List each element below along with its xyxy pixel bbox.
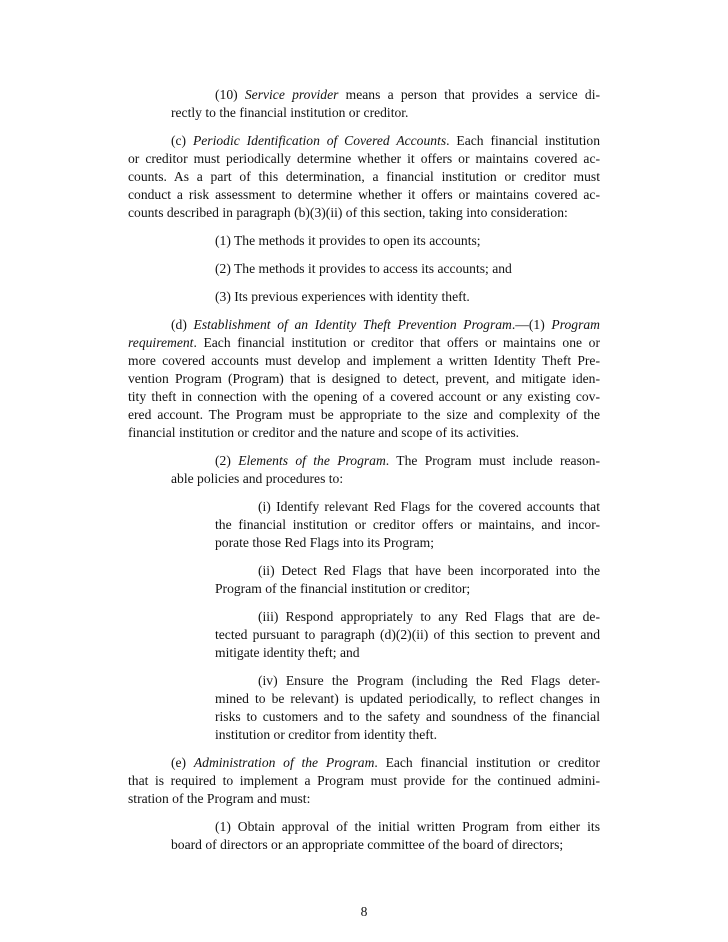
text-line: that is required to implement a Program must provide for the continued admini- (128, 773, 600, 788)
text-line: (2) Elements of the Program. The Program must include reason- (215, 453, 600, 468)
text-line: counts. As a part of this determination, a financial institution or creditor must (128, 169, 600, 184)
text-line: ered account. The Program must be appropriate to the size and complexity of the (128, 407, 600, 422)
text-line: (i) Identify relevant Red Flags for the covered accounts that (258, 499, 600, 514)
text-line: (e) Administration of the Program. Each financial institution or creditor (171, 755, 600, 770)
text-line: or creditor must periodically determine whether it offers or maintains covered ac- (128, 151, 600, 166)
page-number: 8 (360, 904, 368, 919)
text-line: counts described in paragraph (b)(3)(ii) of this section, taking into consideration: (128, 205, 568, 220)
text-line: rectly to the financial institution or creditor. (171, 105, 409, 120)
text-line: mined to be relevant) is updated periodically, to reflect changes in (215, 691, 600, 706)
text-line: requirement. Each financial institution or creditor that offers or maintains one or (128, 335, 600, 350)
text-line: (3) Its previous experiences with identity theft. (215, 289, 470, 304)
text-line: (10) Service provider means a person that provides a service di- (215, 87, 600, 102)
text-line: vention Program (Program) that is designed to detect, prevent, and mitigate iden- (128, 371, 600, 386)
text-line: (ii) Detect Red Flags that have been incorporated into the (258, 563, 600, 578)
text-line: Program of the financial institution or creditor; (215, 581, 471, 596)
text-line: mitigate identity theft; and (215, 645, 360, 660)
text-line: risks to customers and to the safety and soundness of the financial (215, 709, 600, 724)
text-line: more covered accounts must develop and implement a written Identity Theft Pre- (128, 353, 600, 368)
text-line: able policies and procedures to: (171, 471, 344, 486)
text-line: tity theft in connection with the opening of a covered account or any existing cov- (128, 389, 600, 404)
text-line: stration of the Program and must: (128, 791, 311, 806)
text-line: (iii) Respond appropriately to any Red Flags that are de- (258, 609, 600, 624)
text-line: (1) Obtain approval of the initial written Program from either its (215, 819, 600, 834)
text-line: the financial institution or creditor offers or maintains, and incor- (215, 517, 600, 532)
text-line: (d) Establishment of an Identity Theft Prevention Program.—(1) Program (171, 317, 600, 332)
text-line: (c) Periodic Identification of Covered Accounts. Each financial institution (171, 133, 600, 148)
text-line: institution or creditor from identity theft. (215, 727, 437, 742)
text-line: (iv) Ensure the Program (including the Red Flags deter- (258, 673, 600, 688)
text-line: (2) The methods it provides to access its accounts; and (215, 261, 512, 276)
text-line: (1) The methods it provides to open its accounts; (215, 233, 481, 248)
text-line: porate those Red Flags into its Program; (215, 535, 434, 550)
text-line: conduct a risk assessment to determine whether it offers or maintains covered ac- (128, 187, 600, 202)
text-line: tected pursuant to paragraph (d)(2)(ii) of this section to prevent and (215, 627, 600, 642)
text-line: board of directors or an appropriate committee of the board of directors; (171, 837, 564, 852)
text-line: financial institution or creditor and the nature and scope of its activities. (128, 425, 520, 440)
